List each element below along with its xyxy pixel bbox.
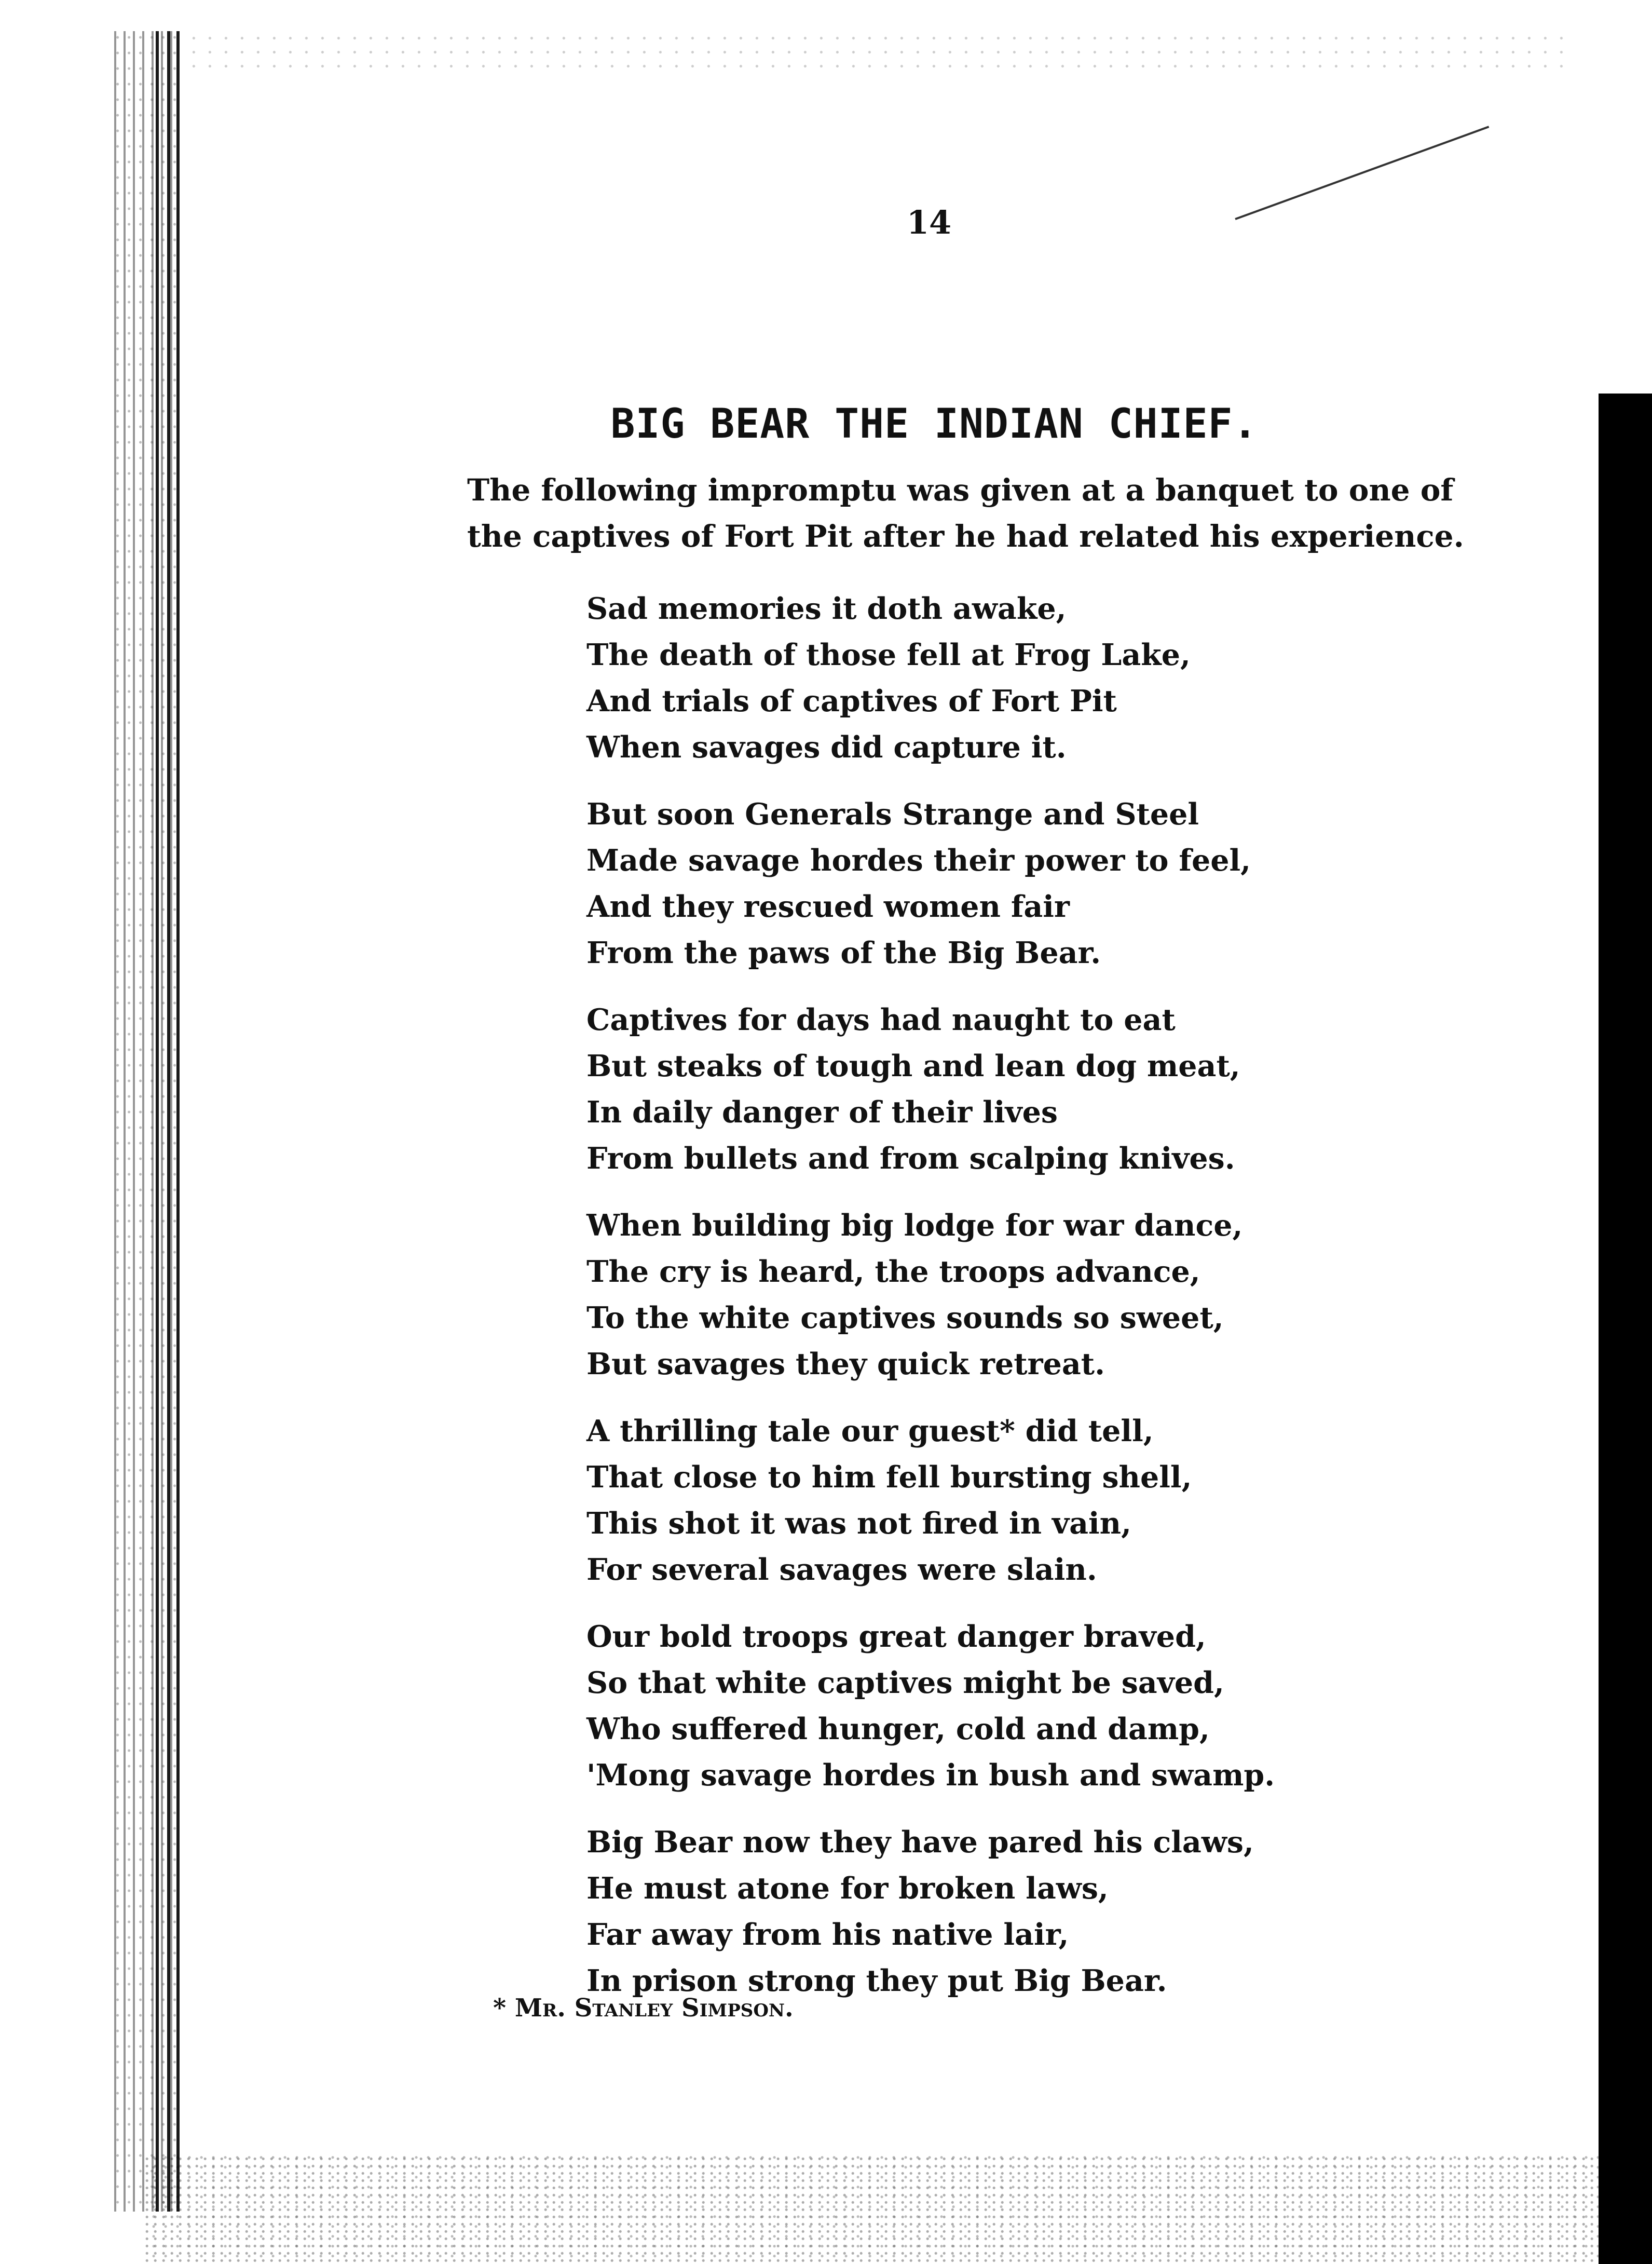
stanza — [586, 997, 1261, 1182]
poem-line: That close to him fell bursting shell, — [586, 1460, 1192, 1495]
footnote: * Mr. Stanley Simpson. — [493, 1994, 794, 2023]
poem-line: In prison strong they put Big Bear. — [586, 1963, 1167, 1998]
poem-title: BIG BEAR THE INDIAN CHIEF. — [610, 401, 1258, 448]
scan-noise-bottom — [145, 2154, 1599, 2264]
right-edge-shadow — [1599, 394, 1652, 2264]
poem-line: But savages they quick retreat. — [586, 1347, 1105, 1381]
stanza — [586, 1819, 1261, 2004]
binding-line — [167, 31, 170, 2212]
stanza — [586, 1202, 1261, 1387]
stanza — [586, 1408, 1261, 1593]
poem-line: From the paws of the Big Bear. — [586, 936, 1101, 970]
poem-line: Sad memories it doth awake, — [586, 591, 1067, 626]
stanza — [586, 1614, 1275, 1798]
poem-line: When savages did capture it. — [586, 730, 1067, 765]
poem-line: The cry is heard, the troops advance, — [586, 1254, 1200, 1289]
poem-line: In daily danger of their lives — [586, 1095, 1058, 1130]
poem-line: Far away from his native lair, — [586, 1917, 1069, 1952]
binding-line — [176, 31, 180, 2212]
poem-line: And trials of captives of Fort Pit — [586, 684, 1117, 718]
poem-line: Big Bear now they have pared his claws, — [586, 1825, 1254, 1860]
poem-line: He must atone for broken laws, — [586, 1871, 1109, 1906]
poem-line: But soon Generals Strange and Steel — [586, 797, 1199, 832]
stanza — [586, 586, 1261, 770]
poem-line: From bullets and from scalping knives. — [586, 1141, 1235, 1176]
poem-line: 'Mong savage hordes in bush and swamp. — [586, 1758, 1275, 1793]
poem-line: Our bold troops great danger braved, — [586, 1619, 1206, 1654]
intro-line: The following impromptu was given at a banquet to one of — [467, 472, 1454, 508]
poem-line: Made savage hordes their power to feel, — [586, 843, 1251, 878]
poem-line: A thrilling tale our guest* did tell, — [586, 1414, 1154, 1448]
poem-line: And they rescued women fair — [586, 889, 1070, 924]
poem-line: The death of those fell at Frog Lake, — [586, 638, 1191, 672]
poem-line: But steaks of tough and lean dog meat, — [586, 1049, 1240, 1083]
intro-line: the captives of Fort Pit after he had related his experience. — [467, 519, 1464, 554]
poem-line: When building big lodge for war dance, — [586, 1208, 1243, 1243]
poem-line: To the white captives sounds so sweet, — [586, 1300, 1224, 1335]
scan-noise-top — [171, 31, 1573, 78]
poem-line: So that white captives might be saved, — [586, 1665, 1224, 1700]
poem-line: Who suffered hunger, cold and damp, — [586, 1712, 1210, 1746]
scan-scratch — [1235, 126, 1489, 220]
intro-paragraph — [467, 467, 1464, 560]
binding-line — [156, 31, 159, 2212]
page-number: 14 — [906, 204, 952, 241]
poem-body — [586, 586, 1275, 2025]
stanza — [586, 791, 1261, 976]
poem-line: For several savages were slain. — [586, 1552, 1097, 1587]
poem-line: This shot it was not fired in vain, — [586, 1506, 1131, 1541]
poem-line: Captives for days had naught to eat — [586, 1002, 1176, 1037]
